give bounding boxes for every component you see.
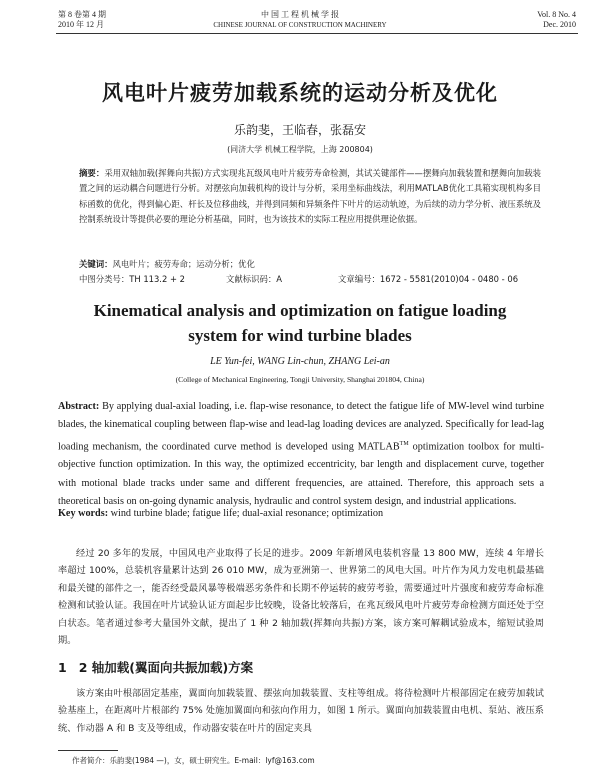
document-code: 文献标识码：A bbox=[226, 274, 282, 284]
abstract-en-text-1: By applying dual-axial loading, i.e. flap-wise resonance, to detect the fatigue life of MW-level wind turbine blades, the kinematical coupling between flap-wise and lead-lag loading devices are analyzed. Specifically for lead-lag loading mechanism, the coordinated curve method is developed using MATLAB bbox=[58, 401, 544, 452]
header-issue-zh: 第 8 卷第 4 期 bbox=[58, 10, 106, 19]
article-number: 文章编号：1672 - 5581(2010)04 - 0480 - 06 bbox=[338, 274, 519, 284]
header-vol-en: Vol. 8 No. 4 bbox=[537, 10, 576, 19]
abstract-en-text-2: optimization toolbox for multi-objective function optimization. In this way, the optimized eccentricity, bar length and displacement curve, together with motional blade tracks under same and different frequencies, are attained. Therefore, this approach sets a theoretical basis on on-going dynamic analysis, hydraulic and control system design, and industrial applications. bbox=[58, 440, 544, 507]
clc-number: 中图分类号：TH 113.2 + 2 bbox=[79, 274, 185, 284]
keywords-zh-text: 风电叶片；疲劳寿命；运动分析；优化 bbox=[112, 259, 255, 269]
affiliation-zh: (同济大学 机械工程学院，上海 200804) bbox=[227, 145, 373, 154]
title-zh: 风电叶片疲劳加载系统的运动分析及优化 bbox=[102, 81, 498, 105]
title-en bbox=[0, 298, 600, 348]
authors-en: LE Yun-fei, WANG Lin-chun, ZHANG Lei-an bbox=[210, 356, 390, 367]
authors-zh: 乐韵斐，王临春，张磊安 bbox=[233, 123, 366, 137]
keywords-en bbox=[58, 508, 383, 519]
header-journal-en: CHINESE JOURNAL OF CONSTRUCTION MACHINERY bbox=[213, 21, 387, 29]
intro-paragraph: 经过 20 多年的发展，中国风电产业取得了长足的进步。2009 年新增风电装机容量 13 800 MW，连续 4 年增长率超过 100%，总装机容量累计达到 26 010 MW，成为亚洲第一、世界第二的风电大国。叶片作为风力发电机最基础和最关键的部件之一，能否经受最风暴等极端恶劣条件和长期不停运转的疲劳考验，需要通过叶片强度和疲劳寿命标准检测和试验认证。我国在叶片试验认证方面起步比较晚，设备比较落后，在兆瓦级风电叶片疲劳寿命检测方面还处于空白状态。笔者通过参考大量国外文献，提出了 1 种 2 轴加载(挥舞向共振)方案，该方案可解耦试验成本，缩短试验周期。 bbox=[58, 548, 544, 647]
keywords-en-label: Key words: bbox=[58, 508, 109, 519]
abstract-en-label: Abstract: bbox=[58, 401, 100, 412]
affiliation-en: (College of Mechanical Engineering, Tongji University, Shanghai 201804, China) bbox=[175, 375, 425, 384]
abstract-en bbox=[58, 398, 544, 511]
keywords-en-text: wind turbine blade; fatigue life; dual-axial resonance; optimization bbox=[108, 508, 384, 519]
abstract-zh bbox=[79, 166, 541, 227]
title-en-line2: system for wind turbine blades bbox=[188, 326, 412, 345]
header-date-en: Dec. 2010 bbox=[543, 20, 576, 29]
section-heading-1 bbox=[58, 658, 253, 676]
trademark-mark: TM bbox=[399, 440, 409, 447]
header-divider bbox=[56, 33, 578, 34]
header-date-zh: 2010 年 12 月 bbox=[58, 20, 104, 29]
section-title: 2 轴加载(翼面向共振加载)方案 bbox=[78, 660, 254, 675]
keywords-zh bbox=[79, 258, 255, 270]
section-number: 1 bbox=[58, 660, 67, 675]
keywords-zh-label: 关键词： bbox=[79, 259, 113, 269]
footnote: 作者简介：乐韵斐(1984 —)，女，硕士研究生。E-mail：lyf@163.com bbox=[72, 756, 315, 765]
abstract-zh-label: 摘要： bbox=[79, 168, 105, 178]
title-en-line1: Kinematical analysis and optimization on fatigue loading bbox=[93, 301, 507, 320]
header-left bbox=[58, 10, 106, 30]
header-center bbox=[200, 10, 400, 30]
header-right bbox=[537, 10, 576, 30]
header-journal-zh: 中 国 工 程 机 械 学 报 bbox=[261, 10, 339, 19]
footnote-divider bbox=[58, 750, 118, 751]
section-1-paragraph: 该方案由叶根部固定基座，翼面向加载装置、摆弦向加载装置、支柱等组成。将待检测叶片根部固定在疲劳加载试验基座上，在距离叶片根部约 75% 处施加翼面向和弦向作用力，如图 1 所示。翼面向加载装置由电机、泵站、液压系统、作动器 A 和 B 支及等组成，作动器安装在叶片的固定夹具 bbox=[58, 688, 544, 734]
abstract-zh-text: 采用双轴加载(挥舞向共振)方式实现兆瓦级风电叶片疲劳寿命检测，其试关键部件——摆舞向加载装置和摆舞向加载装置之间的运动耦合问题进行分析。对摆弦向加载机构的设计与分析，采用坐标曲线法，利用MATLAB优化工具箱实现机构多目标函数的优化，得到偏心距、杆长及位移曲线，并得到同频和异频条件下叶片的运动轨迹，为后续的动力学分析、液压系统及控制系统设计等提供必要的理论分析基础，同时，也为该技术的实际工程应用提供理论依据。 bbox=[79, 168, 542, 224]
